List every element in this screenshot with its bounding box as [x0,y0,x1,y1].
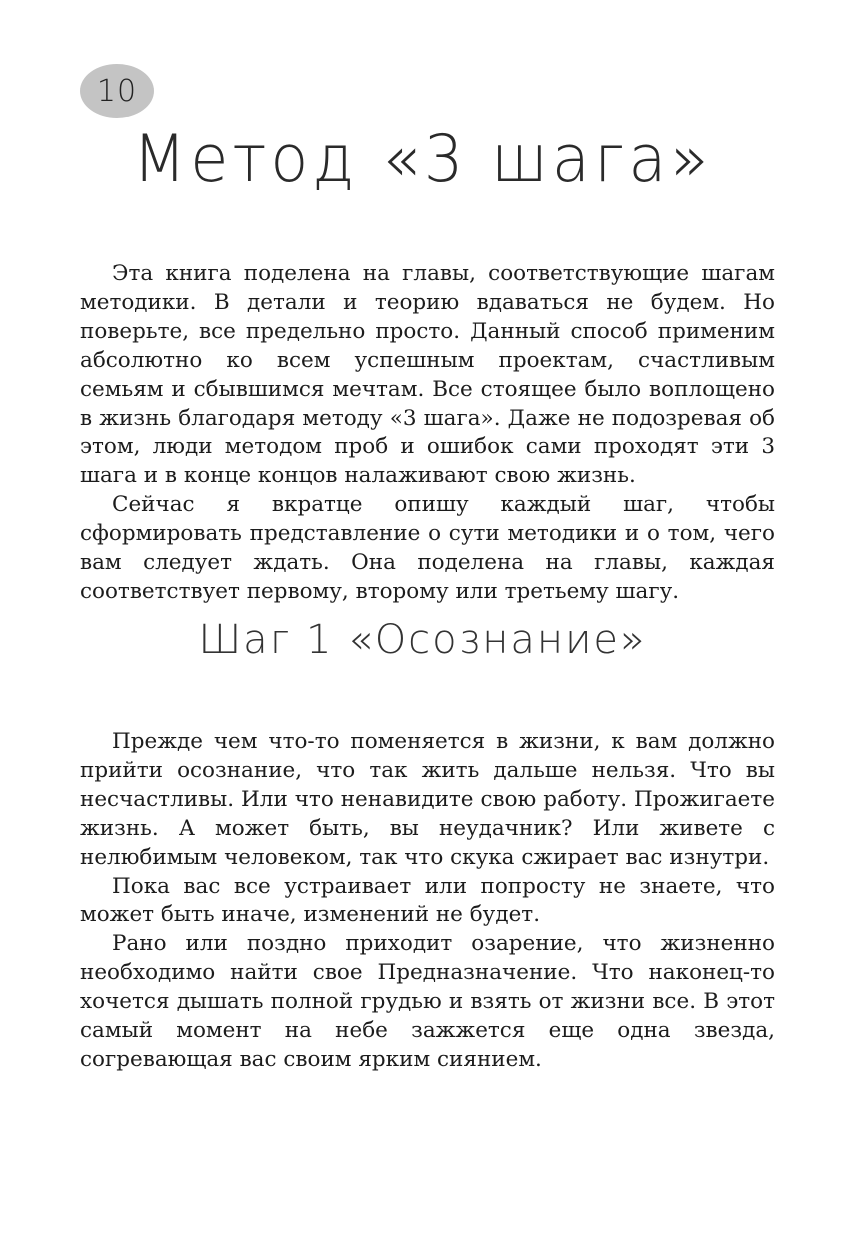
page-number-badge [80,64,154,118]
intro-text [80,260,775,607]
paragraph: Эта книга поделена на главы, соответствующие шагам методики. В детали и теорию вдаваться не будем. Но поверьте, все предельно просто. Данный способ применим абсолютно ко всем успешным проектам, счастливым семьям и сбывшимся мечтам. Все стоящее было воплощено в жизнь благодаря методу «3 шага». Даже не подозревая об этом, люди методом проб и ошибок сами проходят эти 3 шага и в конце концов налаживают свою жизнь. [80,261,775,489]
paragraph: Рано или поздно приходит озарение, что жизненно необходимо найти свое Предназначение. Что наконец-то хочется дышать полной грудью и взять от жизни все. В этот самый момент на небе зажжется еще одна звезда, согревающая вас своим ярким сиянием. [80,931,775,1072]
section-heading-step-1: Шаг 1 «Осознание» [198,617,647,663]
chapter-title: Метод «3 шага» [132,120,713,197]
paragraph: Прежде чем что-то поменяется в жизни, к вам должно прийти осознание, что так жить дальше нельзя. Что вы несчастливы. Или что ненавидите свою работу. Прожигаете жизнь. А может быть, вы неудачник? Или живете с нелюбимым человеком, так что скука сжирает вас изнутри. [80,729,775,870]
step-1-text [80,728,775,1075]
paragraph: Пока вас все устраивает или попросту не знаете, что может быть иначе, изменений не будет. [80,873,775,928]
paragraph: Сейчас я вкратце опишу каждый шаг, чтобы сформировать представление о сути методики и о том, чего вам следует ждать. Она поделена на главы, каждая соответствует первому, второму или третьему шагу. [80,492,775,604]
page-number: 10 [96,73,138,109]
